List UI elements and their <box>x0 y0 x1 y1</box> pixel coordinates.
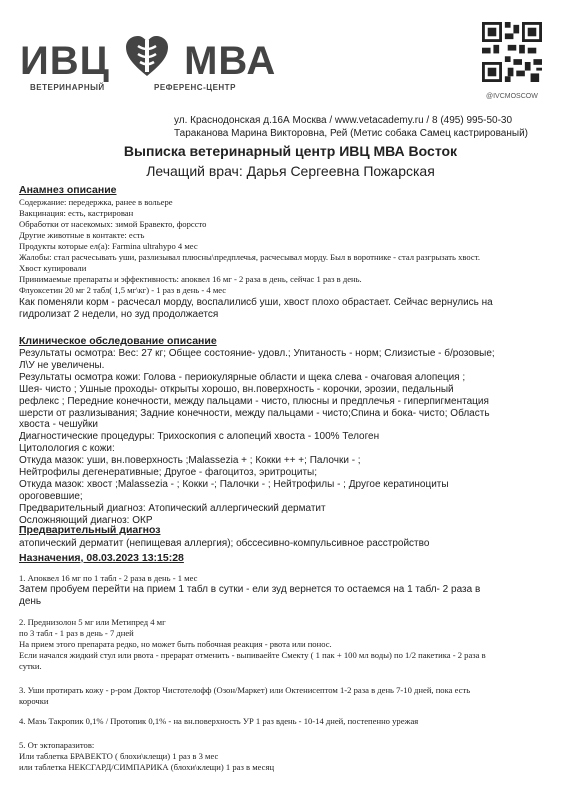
anamnesis-section <box>19 184 564 321</box>
prescription-item-5 <box>19 740 564 773</box>
exam-line: Предварительный диагноз: Атопический аллергический дерматит <box>19 502 326 514</box>
prescription-item-4 <box>19 716 564 727</box>
exam-line: Л\У не увеличены. <box>19 359 105 371</box>
prescription-line: 3. Уши протирать кожу - р-ром Доктор Чистотелофф (Озон/Маркет) или Октенисептом 1-2 раза в день 7-10 дней, пока есть <box>19 685 471 695</box>
diagnosis-heading: Предварительный диагноз <box>19 524 161 536</box>
exam-line: ороговевшие; <box>19 490 83 502</box>
exam-line: шерсти от разлизывания; Задние конечности, между пальцами - чисто;Спина и бока- чисто; Область <box>19 407 490 419</box>
anamnesis-line: Другие животные в контакте: есть <box>19 230 145 240</box>
prescription-line: Или таблетка БРАВЕКТО ( блохи\клещи) 1 раз в 3 мес <box>19 751 219 761</box>
prescription-line: На прием этого препарата редко, но может быть побочная реакция - рвота или понос. <box>19 639 332 649</box>
caduceus-heart-icon <box>124 34 170 80</box>
anamnesis-line: Вакцинация: есть, кастрирован <box>19 208 134 218</box>
exam-line: Диагностические процедуры: Трихоскопия с алопеций хвоста - 100% Телоген <box>19 431 380 443</box>
exam-line: Результаты осмотра: Вес: 27 кг; Общее состояние- удовл.; Упитаность - норм; Слизистые - б/розовые; <box>19 348 495 359</box>
prescription-line: Затем пробуем перейти на прием 1 табл в сутки - ели зуд вернется то остаемся на 1 табл- 2 раза в <box>19 584 481 595</box>
anamnesis-line: Жалобы: стал расчесывать уши, разлизывал плюсны\предплечья, расчесывал морду. Был в воротнике - стал разгрызать хвост. <box>19 252 480 262</box>
prescription-line: 1. Апоквел 16 мг по 1 табл - 2 раза в день - 1 мес <box>19 573 198 583</box>
anamnesis-note <box>19 297 564 321</box>
anamnesis-line: Обработки от насекомых: зимой Бравекто, форссто <box>19 219 207 229</box>
prescription-line: корочки <box>19 696 49 706</box>
prescription-line: 2. Преднизолон 5 мг или Метипред 4 мг <box>19 617 166 627</box>
anamnesis-line: Продукты которые ел(а): Farmina ultrahypo 4 мес <box>19 241 198 251</box>
anamnesis-line: Флуоксетин 20 мг 2 табл( 1,5 мг\кг) - 1 раз в день - 4 мес <box>19 285 227 295</box>
page-title: Выписка ветеринарный центр ИВЦ МВА Восток <box>123 143 458 159</box>
exam-line: Осложняющий диагноз: ОКР <box>19 514 153 526</box>
exam-line: Откуда мазок: хвост ;Malassezia - ; Кокки -; Палочки - ; Нейтрофилы - ; Другое кератиноциты <box>19 478 449 490</box>
diagnosis-section <box>19 524 564 564</box>
qr-caption: @IVCMOSCOW <box>486 93 538 100</box>
diagnosis-text: атопический дерматит (непищевая аллергия); обссесивно-компульсивное расстройство <box>19 538 430 549</box>
clinic-logo <box>20 34 276 84</box>
patient-info: Тараканова Марина Викторовна, Рей (Метис собака Самец кастрированый) <box>174 128 528 139</box>
qr-code-icon <box>482 22 542 82</box>
prescription-line: день <box>19 596 42 607</box>
anamnesis-lines <box>19 197 564 296</box>
anamnesis-heading: Анамнез описание <box>19 184 117 196</box>
exam-heading: Клиническое обследование описание <box>19 335 217 347</box>
logo-subtitle-right: РЕФЕРЕНС-ЦЕНТР <box>154 83 236 92</box>
logo-text-left: ИВЦ <box>20 39 110 83</box>
exam-line: Нейтрофилы дегенеративные; Другое - фагоцитоз, эритроциты; <box>19 467 317 479</box>
exam-lines <box>19 348 564 527</box>
prescription-line: 4. Мазь Такропик 0,1% / Протопик 0,1% - на вн.поверхность УР 1 раз вдень - 10-14 дней, постепенно урежая <box>19 716 419 726</box>
anamnesis-line: Хвост купировали <box>19 263 87 273</box>
logo-subtitle-left: ВЕТЕРИНАРНЫЙ <box>30 83 105 92</box>
prescription-line: 5. От эктопаразитов: <box>19 740 95 750</box>
exam-line: Откуда мазок: уши, вн.поверхность ;Malassezia + ; Кокки ++ +; Палочки - ; <box>19 455 361 467</box>
prescriptions-heading: Назначения, 08.03.2023 13:15:28 <box>19 552 184 564</box>
exam-line: хвоста - чешуйки <box>19 419 99 431</box>
prescription-item-2 <box>19 617 564 672</box>
exam-line: Цитолология с кожи: <box>19 443 115 455</box>
anamnesis-note-line: гидролизат 2 недели, но зуд продолжается <box>19 309 219 320</box>
prescription-line: или таблетка НЕКСГАРД/СИМПАРИКА (блохи\клещи) 1 раз в месяц <box>19 762 275 772</box>
exam-line: рефлекс ; Передние конечности, между пальцами - чисто, плюсны и предплечья - гиперпигментация <box>19 395 489 407</box>
logo-text-right: МВА <box>184 39 277 83</box>
anamnesis-note-line: Как поменяли корм - расчесал морду, воспалилисб уши, хвост плохо обрастает. Сейчас вернулись на <box>19 297 493 308</box>
anamnesis-line: Принимаемые препараты и эффективность: апоквел 16 мг - 2 раза в день, сейчас 1 раз в день. <box>19 274 362 284</box>
prescription-item-3 <box>19 685 564 707</box>
exam-line: Шея- чисто ; Ушные проходы- открыты хорошо, вн.поверхность - корочки, эрозии, педальный <box>19 383 454 395</box>
prescription-line: сутки. <box>19 661 42 671</box>
prescription-line: Если начался жидкий стул или рвота - прерарат отменить - выпиваейте Смекту ( 1 пак + 100 мл воды) по 1/2 пакетика - 2 раза в <box>19 650 486 660</box>
clinic-address: ул. Краснодонская д.16А Москва / www.vetacademy.ru / 8 (495) 995-50-30 <box>174 115 513 126</box>
attending-doctor: Лечащий врач: Дарья Сергеевна Пожарская <box>146 163 435 179</box>
prescription-item-1 <box>19 573 564 608</box>
anamnesis-line: Содержание: передержка, ранее в вольере <box>19 197 173 207</box>
prescription-line: по 3 табл - 1 раз в день - 7 дней <box>19 628 134 638</box>
exam-section <box>19 335 564 527</box>
exam-line: Результаты осмотра кожи: Голова - периокулярные области и щека слева - очаговая алопеция ; <box>19 371 466 383</box>
